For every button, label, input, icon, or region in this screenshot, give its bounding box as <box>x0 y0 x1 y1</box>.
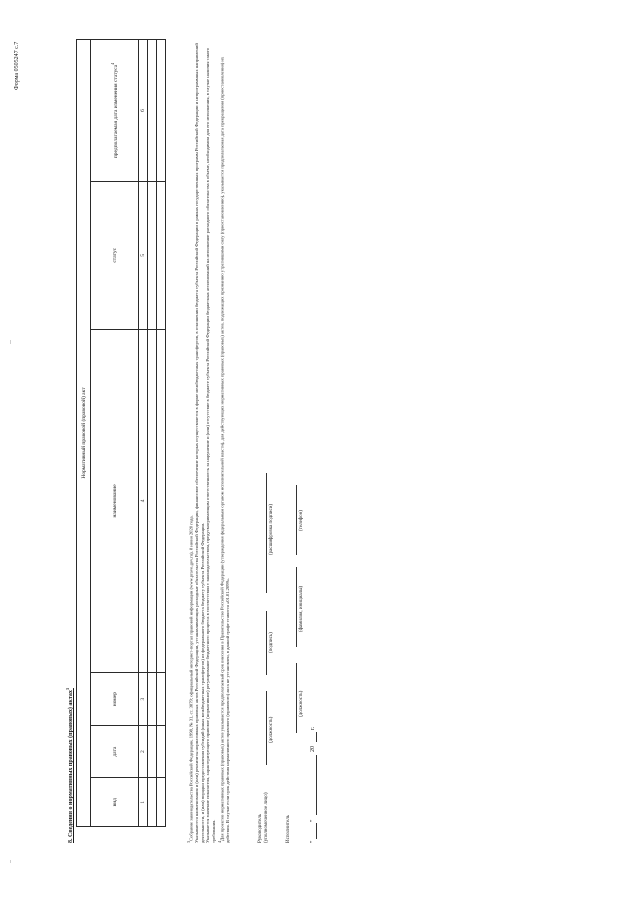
col-header-type: вид <box>91 778 139 827</box>
footnote-3-text: Указывается значение показателя, характеризующего правовое (нормативное) регулирование бюджетного процесса в соответствии с законодательством, предусматривающим ответственность за нарушение и (или) отсутствие в бюджете субъекта Российской Федерации бюджетных ассигнований на исполнение расходного обязательства в объеме, необходимом для его исполнения, в случае наличия такого требования. <box>205 47 216 843</box>
date-year-line <box>316 732 317 742</box>
executor-position-caption: (должность) <box>299 690 304 717</box>
footnote-1-text: Собрание законодательства Российской Федерации, 1998, № 31, ст. 3879; официальный интернет-портал правовой информации (www.pravo.gov.ru), 8 июня 2020 года. <box>188 515 194 841</box>
col-number-3: 3 <box>139 673 148 726</box>
date-day-line <box>316 823 317 839</box>
footnote-2-text: Указываются наименования и (или) реквизиты нормативных правовых актов Российской Федерации, устанавливающих расходные обязательства Российской Федерации, финансовое обеспечение которых осуществляется в форме межбюджетных трансфертов, в отношении бюджета субъекта Российской Федерации в рамках государственных программ Российской Федерации и непрограммных направлений деятельности, и (или) порядки предоставления субсидий (иных межбюджетных трансфертов) из федерального бюджета бюджету субъекта Российской Федерации. <box>194 43 205 843</box>
table-row <box>157 40 166 827</box>
table-cell <box>157 40 166 182</box>
col-number-5: 5 <box>139 181 148 329</box>
table-cell <box>148 40 157 182</box>
col-number-4: 4 <box>139 329 148 673</box>
form-label: Форма 0505247 с.7 <box>14 41 20 90</box>
table-cell <box>157 181 166 329</box>
table-cell <box>148 778 157 827</box>
col-number-1: 1 <box>139 778 148 827</box>
col-header-number: номер <box>91 673 139 726</box>
section-title-footnote: 3 <box>65 688 70 691</box>
footnote-4-mark: 4 <box>216 841 222 843</box>
executor-phone-line <box>296 485 297 555</box>
footnote-2 <box>194 43 205 843</box>
table-cell <box>157 673 166 726</box>
table-number-row <box>139 40 148 827</box>
executor-name-line <box>296 567 297 647</box>
executor-label: Исполнитель <box>286 815 291 843</box>
footnote-3 <box>205 43 216 843</box>
footnotes-block <box>186 43 229 843</box>
head-sub-label: (уполномоченное лицо) <box>264 792 269 843</box>
date-quote-open: " <box>310 840 316 843</box>
col-number-2: 2 <box>139 725 148 778</box>
footnote-4-text: Для проектов нормативных правовых (правовых) актов указывается предполагаемый срок внесения в Правительство Российской Федерации (утверждения федеральным органом исполнительной власти), для действующих нормативных правовых (правовых) актов, подлежащих признанию утратившими силу (приостановлению), указывается предполагаемая дата прекращения (приостановления) их действия. В случае если срок действия нормативного правового (правового) акта не установлен, в данной графе ставится «01.01.2099». <box>219 56 230 843</box>
table-cell <box>157 725 166 778</box>
col-number-6: 6 <box>139 40 148 182</box>
col-header-planned-date-text: предполагаемая дата изменения статуса <box>112 64 119 159</box>
col-header-status: статус <box>91 181 139 329</box>
head-position-caption: (должность) <box>269 716 274 743</box>
col-header-planned-date <box>91 40 139 182</box>
head-label: Руководитель <box>258 813 263 843</box>
executor-position-line <box>296 663 297 733</box>
head-position-line <box>266 691 267 765</box>
date-month-line <box>316 755 317 815</box>
col-header-date: дата <box>91 725 139 778</box>
footnote-4 <box>217 43 229 843</box>
table-cell <box>157 778 166 827</box>
legal-acts-table <box>76 39 166 827</box>
table-group-header: Нормативный правовой (правовой) акт <box>77 40 91 827</box>
footnote-1 <box>186 43 194 843</box>
table-cell <box>148 673 157 726</box>
footnote-1-mark: 3 <box>186 841 191 843</box>
executor-phone-caption: (телефон) <box>299 510 304 531</box>
date-year-suffix: г. <box>310 726 316 730</box>
section-title <box>66 688 74 843</box>
col-header-name: наименование <box>91 329 139 673</box>
table-cell <box>148 181 157 329</box>
head-decode-line <box>266 473 267 593</box>
table-row <box>148 40 157 827</box>
date-year-prefix: 20 <box>310 746 316 752</box>
table-cell <box>148 329 157 673</box>
date-quote-close: " <box>310 819 316 822</box>
scan-dot <box>10 340 11 344</box>
table-header-row <box>91 40 139 827</box>
head-signature-line <box>266 611 267 675</box>
scan-dot <box>10 860 11 863</box>
head-signature-caption: (подпись) <box>269 632 274 653</box>
table-cell <box>157 329 166 673</box>
col-header-planned-date-footnote: 4 <box>110 62 116 65</box>
executor-name-caption: (фамилия, инициалы) <box>299 585 304 632</box>
table-cell <box>148 725 157 778</box>
head-decode-caption: (расшифровка подписи) <box>269 503 274 555</box>
table-group-header-row <box>77 40 91 827</box>
section-title-text: 8. Сведения о нормативных правовых (правовых) актах <box>68 690 74 843</box>
